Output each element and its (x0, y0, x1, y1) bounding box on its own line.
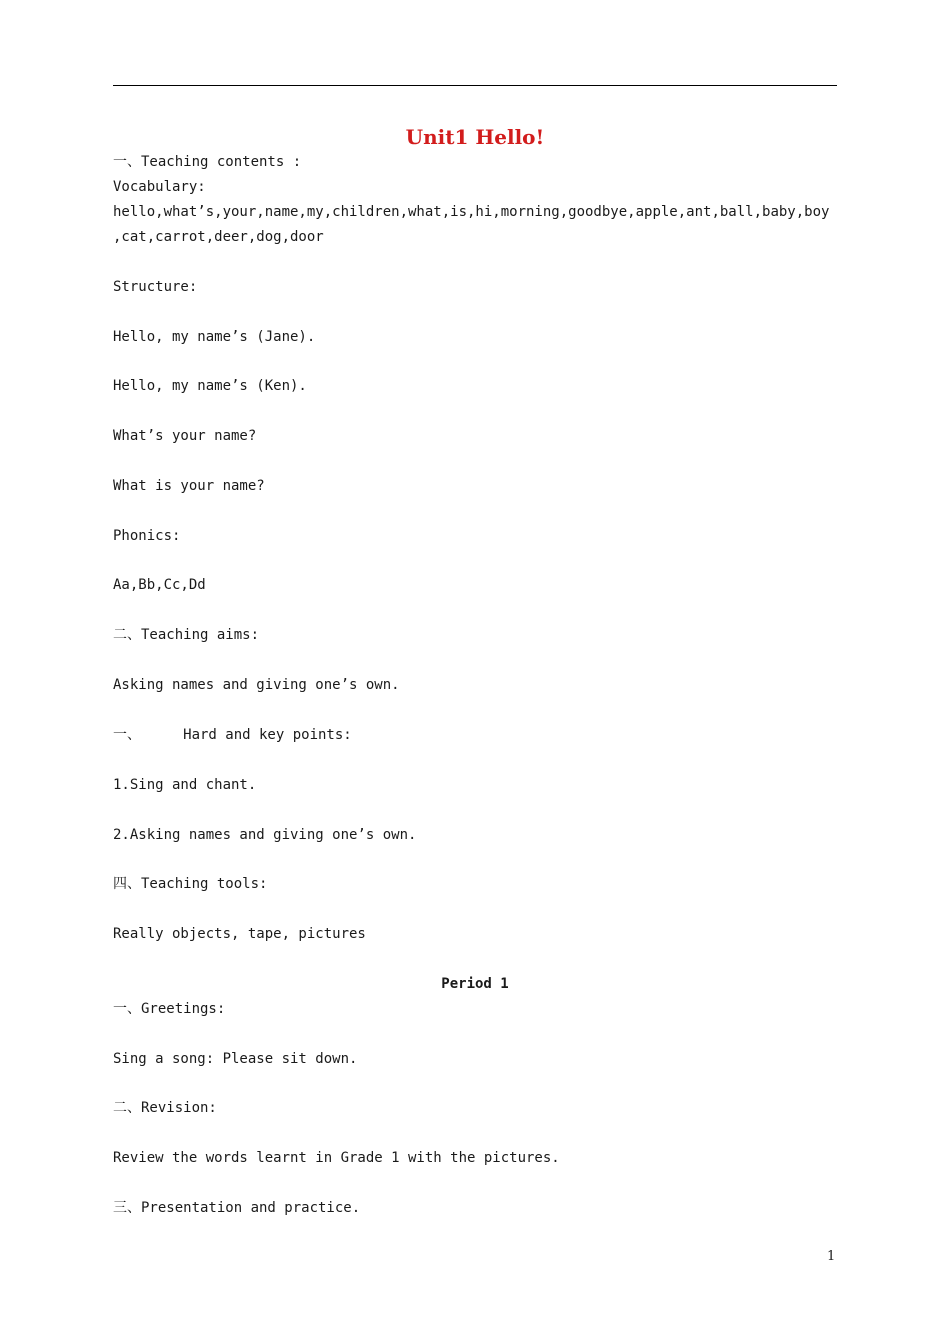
section-heading-contents: 一、Teaching contents : (113, 154, 302, 170)
vocabulary-list-line-2: ,cat,carrot,deer,dog,door (113, 229, 324, 245)
aims-text: Asking names and giving one’s own. (113, 677, 400, 693)
period-heading: Period 1 (441, 976, 509, 992)
greetings-text: Sing a song: Please sit down. (113, 1051, 358, 1067)
key-point-2: 2.Asking names and giving one’s own. (113, 827, 417, 843)
section-heading-presentation: 三、Presentation and practice. (113, 1200, 361, 1216)
structure-sentence-4: What is your name? (113, 478, 265, 494)
section-heading-aims: 二、Teaching aims: (113, 627, 260, 643)
key-point-1: 1.Sing and chant. (113, 777, 257, 793)
tools-text: Really objects, tape, pictures (113, 926, 366, 942)
phonics-letters: Aa,Bb,Cc,Dd (113, 577, 206, 593)
section-heading-tools: 四、Teaching tools: (113, 876, 268, 892)
document-title: Unit1 Hello! (405, 125, 545, 149)
phonics-label: Phonics: (113, 528, 181, 544)
section-heading-greetings: 一、Greetings: (113, 1001, 226, 1017)
vocabulary-label: Vocabulary: (113, 179, 206, 195)
section-heading-key-points: 一、 Hard and key points: (113, 727, 352, 743)
section-heading-revision: 二、Revision: (113, 1100, 217, 1116)
structure-sentence-3: What’s your name? (113, 428, 257, 444)
structure-label: Structure: (113, 279, 198, 295)
revision-text: Review the words learnt in Grade 1 with the pictures. (113, 1150, 560, 1166)
structure-sentence-1: Hello, my name’s (Jane). (113, 329, 316, 345)
structure-sentence-2: Hello, my name’s (Ken). (113, 378, 307, 394)
header-rule (113, 85, 837, 86)
page-number: 1 (827, 1249, 836, 1264)
vocabulary-list-line-1: hello,what’s,your,name,my,children,what,is,hi,morning,goodbye,apple,ant,ball,baby,boy (113, 204, 830, 220)
